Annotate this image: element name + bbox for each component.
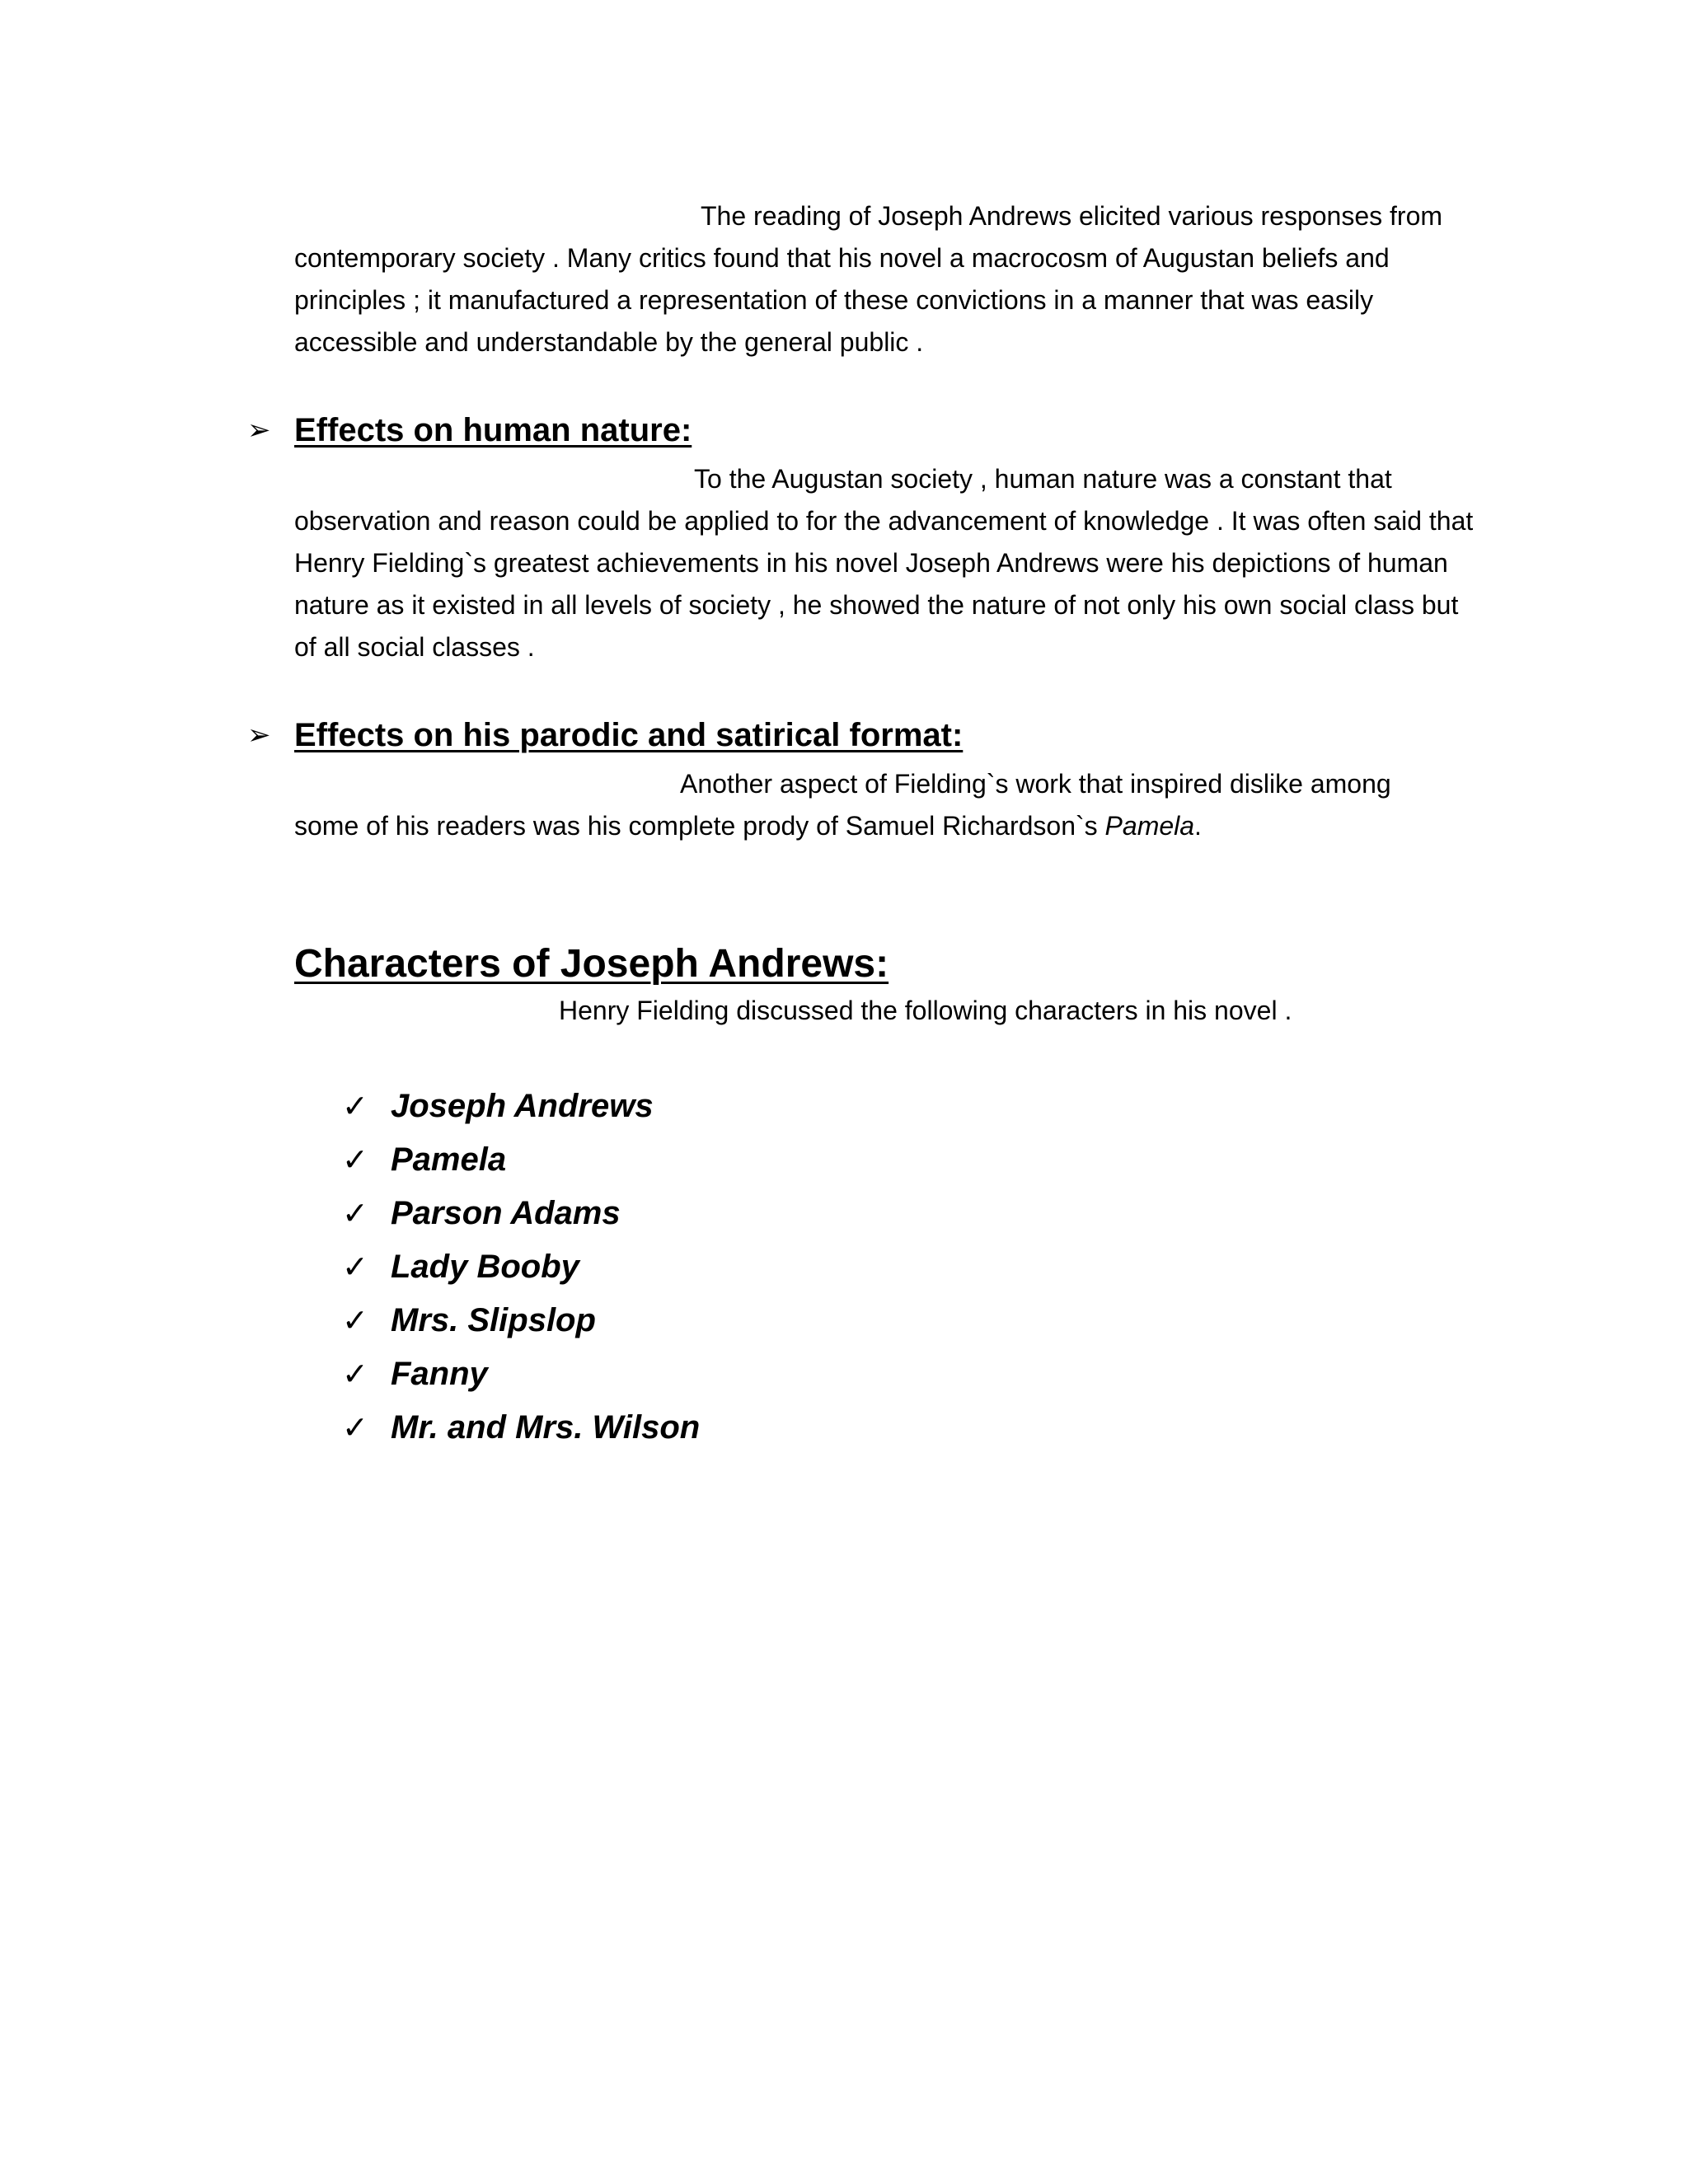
section-heading-parodic-format [247,714,963,757]
character-name: Parson Adams [391,1195,621,1231]
checkmark-icon: ✓ [342,1197,368,1231]
parodic-format-body: some of his readers was his complete prody of Samuel Richardson`s [294,811,1105,841]
checkmark-icon: ✓ [342,1090,368,1124]
parodic-format-lead-line: Another aspect of Fielding`s work that inspired dislike among [680,769,1391,799]
list-item [342,1187,700,1240]
arrow-bullet-icon: ➢ [247,719,271,751]
section-heading-human-nature [247,409,692,452]
section-heading-label: Effects on his parodic and satirical format: [294,717,964,753]
intro-body: contemporary society . Many critics found that his novel a macrocosm of Augustan beliefs and principles ; it manufactured a representation of these convictions in a manner that was easily accessible and understandable by the general public . [294,243,1390,357]
character-name: Lady Booby [391,1249,579,1285]
characters-intro: Henry Fielding discussed the following characters in his novel . [559,996,1292,1025]
intro-paragraph [294,195,1481,363]
checkmark-icon: ✓ [342,1411,368,1446]
checkmark-icon: ✓ [342,1357,368,1392]
character-name: Fanny [391,1356,488,1392]
section-heading-label: Effects on human nature: [294,412,692,448]
characters-heading: Characters of Joseph Andrews: [294,942,889,986]
character-name: Mr. and Mrs. Wilson [391,1409,701,1446]
arrow-bullet-icon: ➢ [247,415,271,446]
character-name: Mrs. Slipslop [391,1302,596,1338]
parodic-format-paragraph [294,763,1481,847]
list-item [342,1133,700,1187]
list-item [342,1080,700,1133]
list-item [342,1401,700,1455]
character-name: Pamela [391,1141,507,1178]
characters-list [342,1080,700,1455]
intro-lead-line: The reading of Joseph Andrews elicited various responses from [701,201,1443,231]
pamela-title-italic: Pamela [1104,811,1195,841]
parodic-format-body-end: . [1194,811,1202,841]
human-nature-paragraph [294,458,1481,668]
human-nature-body: observation and reason could be applied to for the advancement of knowledge . It was often said that Henry Fielding`s greatest achievements in his novel Joseph Andrews were his depictions of human nature as it existed in all levels of society , he showed the nature of not only his own social class but of all social classes . [294,506,1474,662]
character-name: Joseph Andrews [391,1088,654,1124]
list-item [342,1240,700,1294]
checkmark-icon: ✓ [342,1143,368,1178]
list-item [342,1294,700,1347]
checkmark-icon: ✓ [342,1304,368,1338]
list-item [342,1347,700,1401]
checkmark-icon: ✓ [342,1250,368,1285]
human-nature-lead-line: To the Augustan society , human nature was a constant that [694,464,1392,494]
